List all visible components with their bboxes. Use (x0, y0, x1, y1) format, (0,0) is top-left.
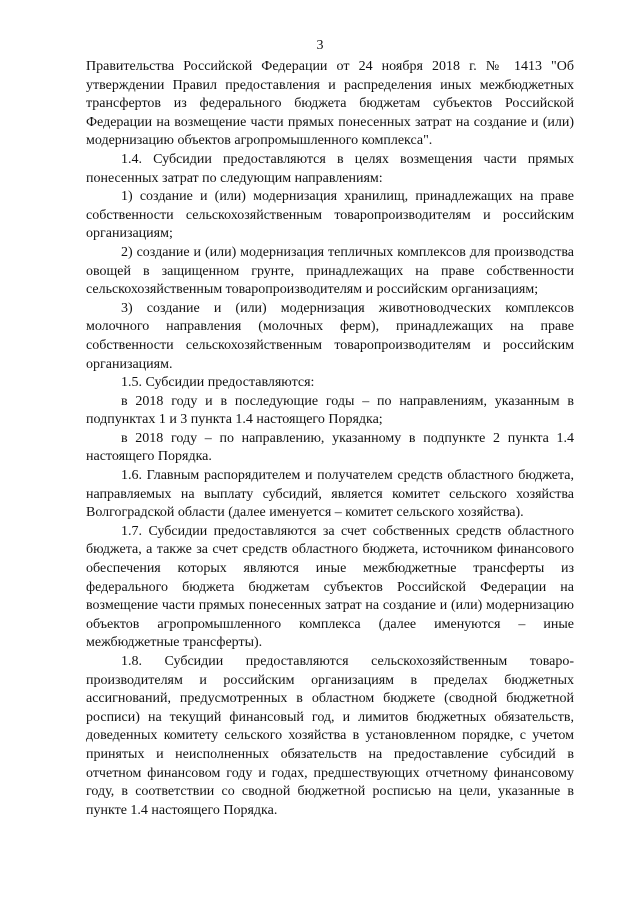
page-number: 3 (316, 38, 324, 53)
paragraph-1-7: 1.7. Субсидии предоставляются за счет собственных средств областного бюджета, а также за счет средств областного бюджета, источником финансового обеспечения которых являются иные межбюджетные трансферты из федерального бюджета бюджетам субъектов Российской Федерации на возмещение части прямых понесенных затрат на создание и (или) модернизацию объектов агропромышленного комплекса (далее именуются – иные межбюджетные трансферты). (86, 523, 574, 651)
document-body (86, 58, 574, 820)
paragraph-1-8: 1.8. Субсидии предоставляются сельскохозяйственным товаро-производителям и российским организациям в пределах бюджетных ассигнований, предусмотренных в областном бюджете (сводной бюджетной росписи) на текущий финансовый год, и лимитов бюджетных обязательств, доведенных комитету сельского хозяйства в установленном порядке, с учетом принятых и неисполненных обязательств на предоставление субсидий в отчетном финансовом году и годах, предшествующих отчетному финансовому году, в соответствии со сводной бюджетной росписью на цели, указанные в пункте 1.4 настоящего Порядка. (86, 654, 574, 818)
paragraph-1-5: 1.5. Субсидии предоставляются: (121, 375, 315, 391)
paragraph-1-4-item-1: 1) создание и (или) модернизация хранилищ, принадлежащих на праве собственности сельскохозяйственным товаропроизводителям и российским организациям; (86, 189, 574, 242)
paragraph-1-5-item-1: в 2018 году и в последующие годы – по направлениям, указанным в подпунктах 1 и 3 пункта 1.4 настоящего Порядка; (86, 393, 574, 428)
paragraph-1-4-item-3: 3) создание и (или) модернизация животноводческих комплексов молочного направления (молочных ферм), принадлежащих на праве собственности сельскохозяйственным товаропроизводителям и российским организациям. (86, 300, 574, 372)
paragraph-1-4-item-2: 2) создание и (или) модернизация тепличных комплексов для производства овощей в защищенном грунте, принадлежащих на праве собственности сельскохозяйственным товаропроизводителям и российским организациям; (86, 244, 574, 298)
paragraph-1-4: 1.4. Субсидии предоставляются в целях возмещения части прямых понесенных затрат по следующим направлениям: (86, 151, 574, 186)
paragraph-1-6: 1.6. Главным распорядителем и получателем средств областного бюджета, направляемых на выплату субсидий, является комитет сельского хозяйства Волгоградской области (далее именуется – комитет сельского хозяйства). (86, 468, 574, 521)
paragraph-1-5-item-2: в 2018 году – по направлению, указанному в подпункте 2 пункта 1.4 настоящего Порядка. (86, 430, 574, 465)
paragraph-continuation: Правительства Российской Федерации от 24 ноября 2018 г. № 1413 "Об утверждении Правил предоставления и распределения иных межбюджетных трансфертов из федерального бюджета бюджетам субъектов Российской Федерации на возмещение части прямых понесенных затрат на создание и (или) модернизацию объектов агропромышленного комплекса". (86, 59, 574, 149)
